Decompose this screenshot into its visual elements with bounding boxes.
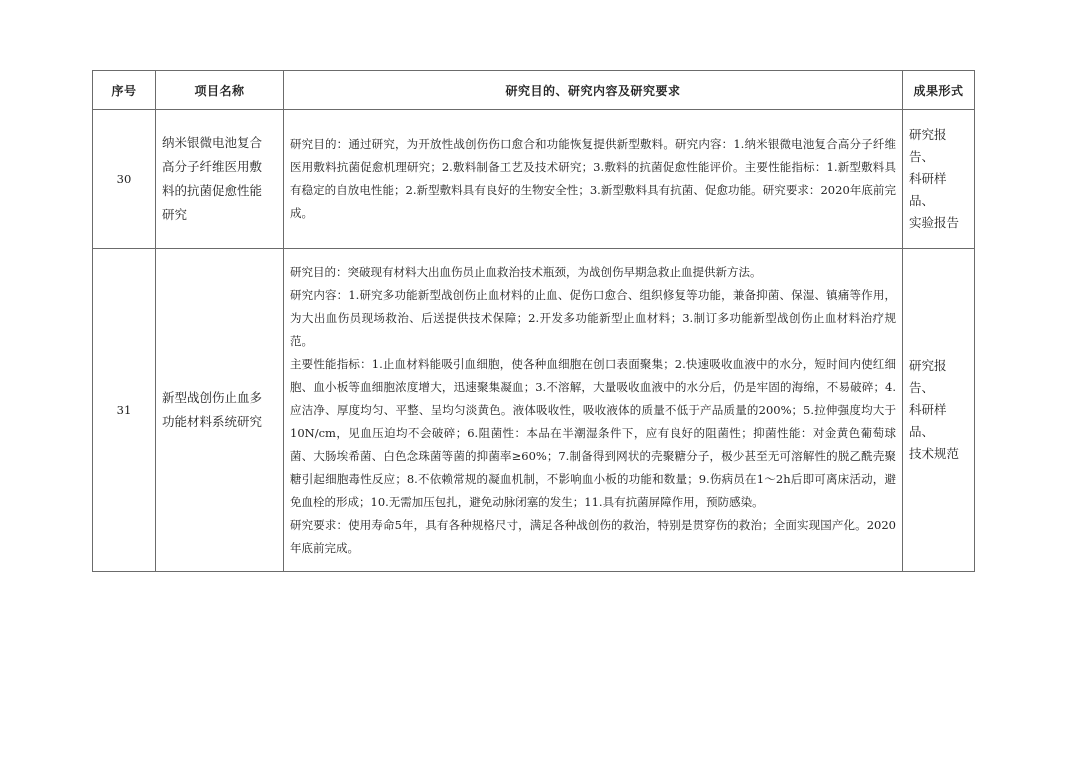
project-name-line: 研究 xyxy=(162,207,188,222)
result-form xyxy=(903,249,975,572)
project-name xyxy=(156,249,284,572)
table-row xyxy=(93,249,975,572)
content-purpose: 研究目的：突破现有材料大出血伤员止血救治技术瓶颈，为战创伤早期急救止血提供新方法。 xyxy=(290,264,762,279)
header-project-name: 项目名称 xyxy=(156,71,284,110)
content-research: 研究内容：1.研究多功能新型战创伤止血材料的止血、促伤口愈合、组织修复等功能，兼备抑菌、保湿、镇痛等作用，为大出血伤员现场救治、后送提供技术保障；2.开发多功能新型止血材料；3.制订多功能新型战创伤止血材料治疗规范。 xyxy=(290,287,896,348)
result-form-line: 技术规范 xyxy=(909,446,960,461)
table-header-row xyxy=(93,71,975,110)
header-no: 序号 xyxy=(93,71,156,110)
row-number: 30 xyxy=(93,110,156,249)
content-indicators: 主要性能指标：1.止血材料能吸引血细胞，使各种血细胞在创口表面聚集；2.快速吸收血液中的水分，短时间内使红细胞、血小板等血细胞浓度增大，迅速聚集凝血；3.不溶解，大量吸收血液中的水分后，仍是牢固的海绵，不易破碎；4.应洁净、厚度均匀、平整、呈均匀淡黄色。液体吸收性，吸收液体的质量不低于产品质量的200%；5.拉伸强度均大于10N/cm，见血压迫均不会破碎；6.阻菌性：本品在半潮湿条件下，应有良好的阻菌性；抑菌性能：对金黄色葡萄球菌、大肠埃希菌、白色念珠菌等菌的抑菌率≥60%；7.制备得到网状的壳聚糖分子，极少甚至无可溶解性的脱乙酰壳聚糖引起细胞毒性反应；8.不依赖常规的凝血机制，不影响血小板的功能和数量；9.伤病员在1～2h后即可离床活动，避免血栓的形成；10.无需加压包扎，避免动脉闭塞的发生；11.具有抗菌屏障作用，预防感染。 xyxy=(290,356,896,509)
header-content: 研究目的、研究内容及研究要求 xyxy=(284,71,903,110)
result-form-line: 实验报告 xyxy=(909,215,960,230)
row-number: 31 xyxy=(93,249,156,572)
project-content: 研究目的：通过研究，为开放性战创伤伤口愈合和功能恢复提供新型敷料。研究内容：1.纳米银微电池复合高分子纤维医用敷料抗菌促愈机理研究；2.敷料制备工艺及技术研究；3.敷料的抗菌促愈性能评价。主要性能指标：1.新型敷料具有稳定的自放电性能；2.新型敷料具有良好的生物安全性；3.新型敷料具有抗菌、促愈功能。研究要求：2020年底前完成。 xyxy=(284,110,903,249)
project-name xyxy=(156,110,284,249)
table-row xyxy=(93,110,975,249)
header-result-form: 成果形式 xyxy=(903,71,975,110)
project-name-line: 新型战创伤止血多 xyxy=(162,390,263,405)
project-name-line: 纳米银微电池复合 xyxy=(162,135,263,150)
result-form xyxy=(903,110,975,249)
result-form-line: 研究报告、 xyxy=(909,358,947,395)
project-name-line: 高分子纤维医用敷 xyxy=(162,159,263,174)
content-requirements: 研究要求：使用寿命5年，具有各种规格尺寸，满足各种战创伤的救治，特别是贯穿伤的救治；全面实现国产化。2020年底前完成。 xyxy=(290,517,896,555)
project-name-line: 料的抗菌促愈性能 xyxy=(162,183,263,198)
result-form-line: 科研样品、 xyxy=(909,402,947,439)
result-form-line: 科研样品、 xyxy=(909,171,947,208)
result-form-line: 研究报告、 xyxy=(909,127,947,164)
project-table xyxy=(92,70,975,572)
project-content xyxy=(284,249,903,572)
project-name-line: 功能材料系统研究 xyxy=(162,414,263,429)
